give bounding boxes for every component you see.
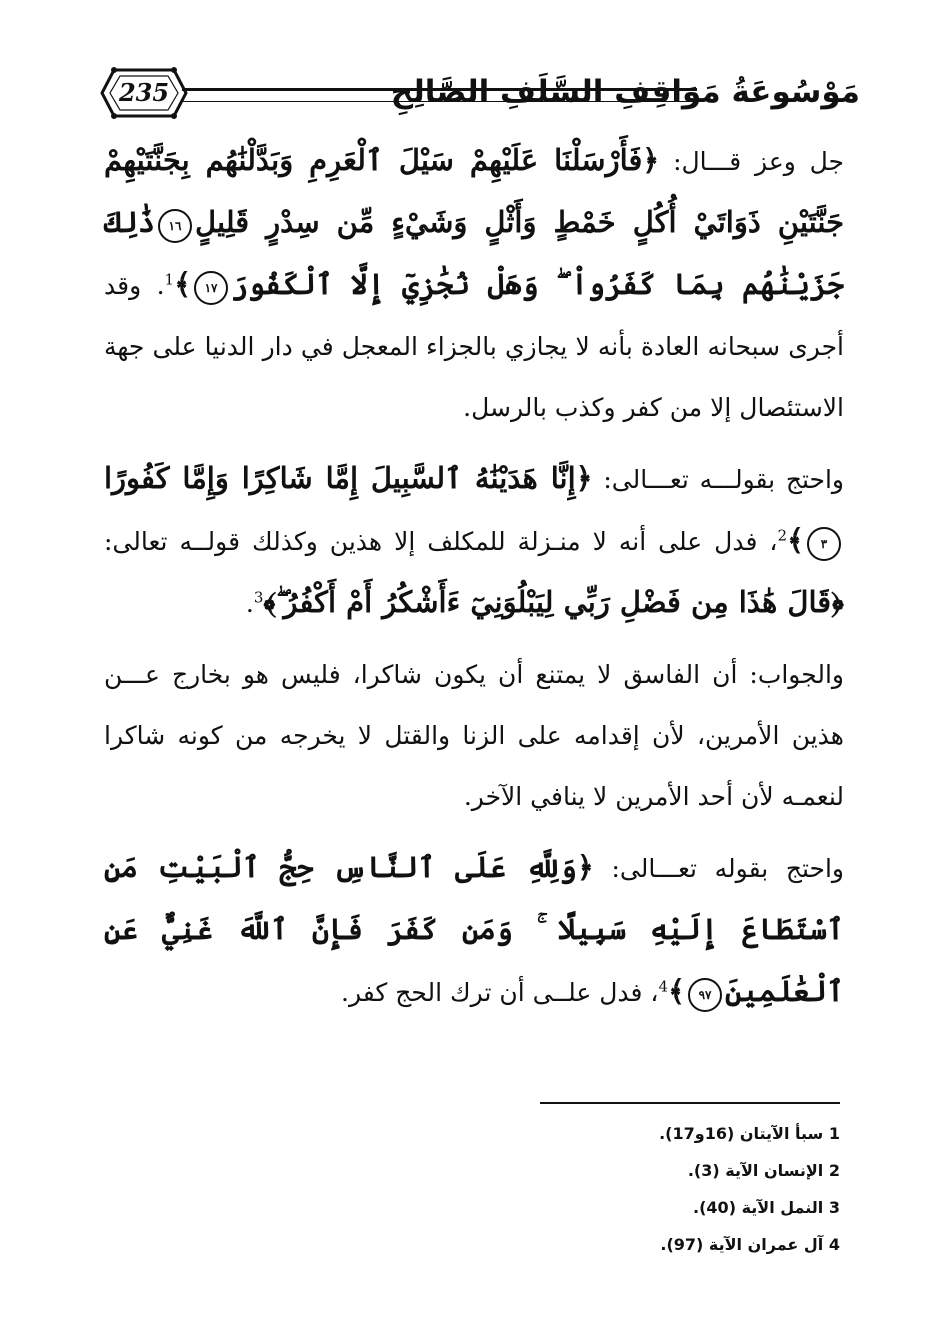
quran-quote: ﴿وَلِلَّهِ عَلَى ٱلنَّاسِ حِجُّ ٱلْبَيْتِ مَنِ ٱسْتَطَاعَ إِلَيْهِ سَبِيلًا ۚ وَمَن كَفَرَ فَإِنَّ ٱللَّهَ غَنِيٌّ عَنِ ٱلْعَٰلَمِينَ xyxy=(104,850,844,1008)
text-run: واحتج بقولـــه تعـــالى: xyxy=(592,465,844,494)
quran-quote-close: ﴾ xyxy=(787,523,804,557)
paragraph-3 xyxy=(104,644,844,827)
quran-quote-close: ﴾ xyxy=(668,974,686,1008)
text-run: . xyxy=(245,589,254,618)
footnote-ref[interactable]: 3 xyxy=(253,588,264,607)
footnote-item: 3 النمل الآية (40). xyxy=(693,1198,840,1217)
running-title: مَوْسُوعَةُ مَوَاقِفِ السَّلَفِ الصَّالِحِ xyxy=(390,74,860,110)
footnote-ref[interactable]: 4 xyxy=(658,977,669,996)
text-run: ، فدل علــى أن ترك الحج كفر. xyxy=(341,978,659,1007)
page-number: 235 xyxy=(118,78,170,107)
footnote-ref[interactable]: 2 xyxy=(777,526,787,545)
text-run: ، فدل على أنه لا منـزلة للمكلف إلا هذين وكذلك قولــه تعالى: xyxy=(104,527,778,556)
paragraph-2 xyxy=(104,448,844,634)
text-run: والجواب: أن الفاسق لا يمتنع أن يكون شاكرا، فليس هو بخارج عـــن هذين الأمرين، لأن إقدامه على الزنا والقتل لا يخرجه من كونه شاكرا لنعمـه لأن أحد الأمرين لا ينافي الآخر. xyxy=(104,660,844,811)
paragraph-4 xyxy=(104,837,844,1023)
quran-quote: ﴿قَالَ هَٰذَا مِن فَضْلِ رَبِّي لِيَبْلُوَنِيٓ ءَأَشْكُرُ أَمْ أَكْفُرُ ۖ﴾ xyxy=(263,585,844,619)
footnotes xyxy=(400,1115,840,1263)
footnote-item: 4 آل عمران الآية (97). xyxy=(660,1235,840,1254)
quran-quote: ﴿فَأَرْسَلْنَا عَلَيْهِمْ سَيْلَ ٱلْعَرِمِ وَبَدَّلْنَٰهُم بِجَنَّتَيْهِمْ جَنَّتَيْنِ ذَوَاتَيْ أُكُلٍ خَمْطٍ وَأَثْلٍ وَشَيْءٍ مِّن سِدْرٍ قَلِيلٍ xyxy=(104,143,844,239)
ayah-number-marker: ٩٧ xyxy=(688,978,722,1012)
text-run: . وقد أجرى سبحانه العادة بأنه لا يجازي بالجزاء المعجل في دار الدنيا على جهة الاستئصال إلا من كفر وكذب بالرسل. xyxy=(104,271,844,422)
ayah-number-marker: ٣ xyxy=(807,527,841,561)
footnote-item: 2 الإنسان الآية (3). xyxy=(687,1161,840,1180)
page-header xyxy=(100,62,860,128)
footnote-separator xyxy=(540,1102,840,1104)
page-number-badge xyxy=(100,62,188,124)
footnote-ref[interactable]: 1 xyxy=(164,270,175,289)
text-run: جل وعز قـــال: xyxy=(659,147,844,176)
text-run: واحتج بقوله تعـــالى: xyxy=(593,854,844,883)
body-text xyxy=(104,130,844,1023)
ayah-number-marker: ١٦ xyxy=(158,209,192,243)
footnote-item: 1 سبأ الآيتان (16و17). xyxy=(659,1124,840,1143)
ayah-number-marker: ١٧ xyxy=(194,271,228,305)
quran-quote-close: ﴾ xyxy=(174,267,192,301)
quran-quote: ﴿إِنَّا هَدَيْنَٰهُ ٱلسَّبِيلَ إِمَّا شَاكِرًا وَإِمَّا كَفُورًا xyxy=(104,461,593,495)
quran-quote: ذَٰلِكَ جَزَيْنَٰهُم بِمَا كَفَرُواْ ۖ وَهَلْ نُجَٰزِيٓ إِلَّا ٱلْكَفُورَ xyxy=(104,205,844,301)
paragraph-1 xyxy=(104,130,844,438)
